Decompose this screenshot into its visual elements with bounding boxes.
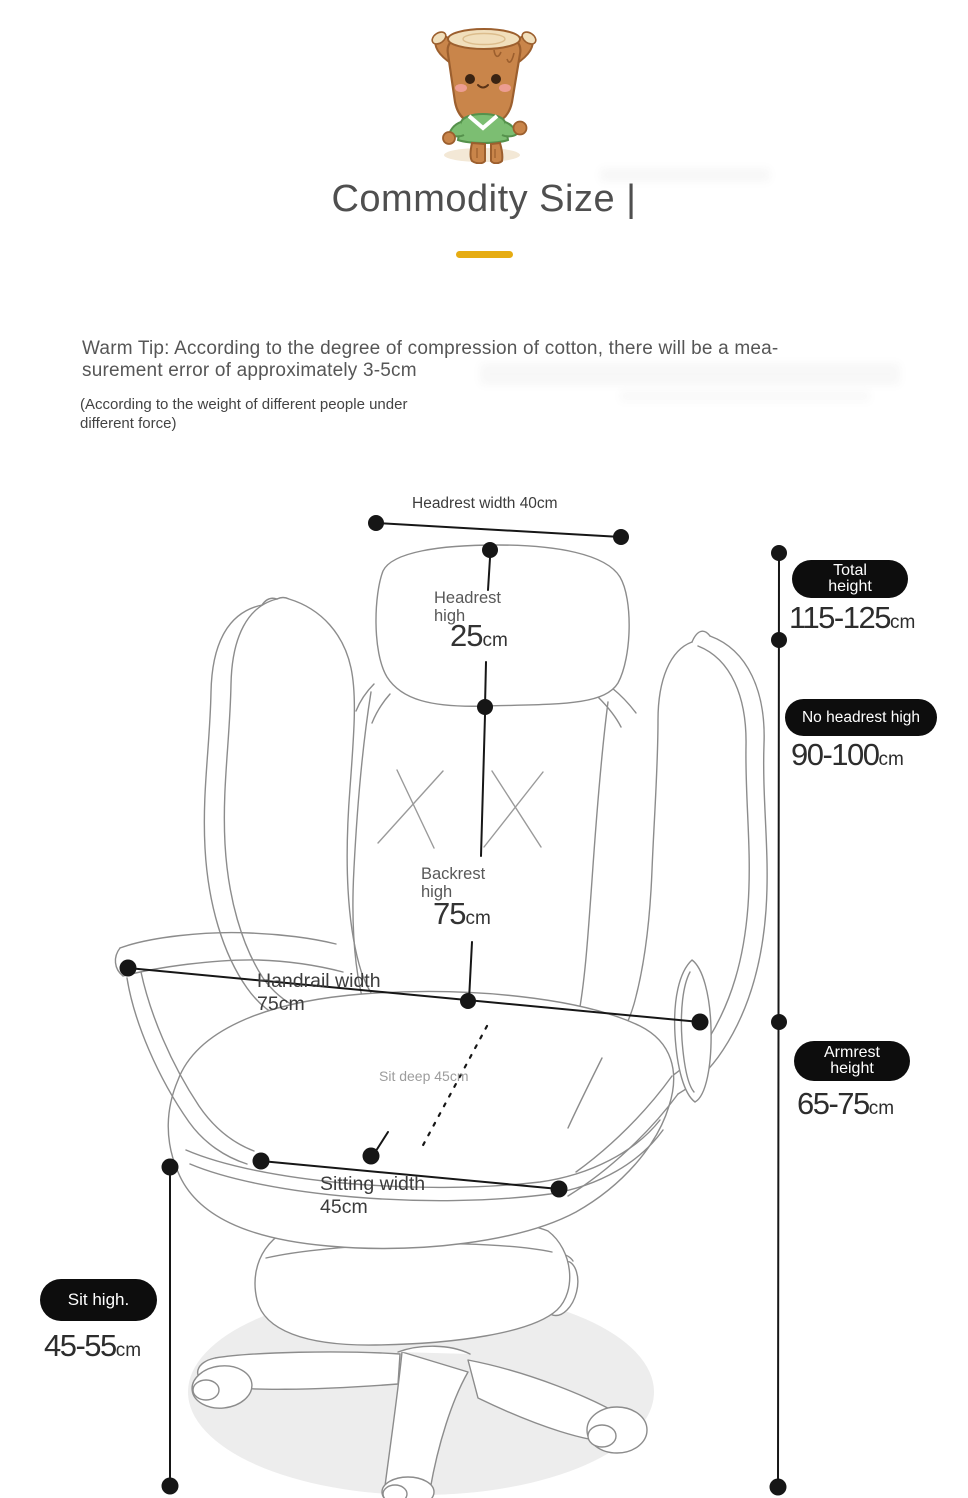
backrest-high-line1: Backrest [421,865,486,883]
dim-backrest-high-line-b [469,942,472,1000]
headrest-high-line2: high [434,606,466,625]
dim-backrest-high-line-a [481,715,485,856]
sit-high-badge-text: Sit high. [67,1290,130,1309]
total-height-badge-line2: height [828,578,872,595]
chair-backrest [353,684,636,1018]
no-headrest-badge-text: No headrest high [801,708,921,726]
total-height-value: 115-125cm [789,600,916,635]
chair-seat [168,992,673,1249]
armrest-height-badge-line1: Armrest [824,1043,880,1061]
backrest-high-value: 75cm [433,896,491,931]
armrest-height-badge [794,1041,910,1081]
sitting-width-value: 45cm [320,1196,368,1218]
warm-tip-line2: surement error of approximately 3-5cm [82,360,417,381]
no-headrest-badge [785,699,937,736]
backrest-high-line2: high [421,882,453,901]
sit-high-value: 45-55cm [44,1328,142,1363]
total-height-badge-line1: Total [833,561,867,579]
armrest-height-value: 65-75cm [797,1086,895,1121]
sit-deep-label: Sit deep 45cm [379,1068,469,1084]
warm-tip-line1: Warm Tip: According to the degree of compression of cotton, there will be a mea- [82,338,779,359]
armrest-height-badge-line2: height [830,1060,874,1077]
tip-note-line2: different force) [80,415,177,432]
sit-high-badge [40,1279,157,1321]
headrest-high-line1: Headrest [434,589,501,607]
headrest-width-label: Headrest width 40cm [412,495,558,512]
handrail-width-label: Handrail width [257,970,381,992]
headrest-high-value: 25cm [450,618,508,653]
no-headrest-value: 90-100cm [791,737,904,772]
handrail-width-value: 75cm [257,993,305,1015]
tip-note-line1: (According to the weight of different people under [80,396,408,413]
dim-headrest-width-line [376,523,621,537]
backrest-x-stitching [378,770,543,848]
page-title: Commodity Size | [331,178,637,220]
total-height-badge [792,560,908,598]
sitting-width-label: Sitting width [320,1173,426,1195]
